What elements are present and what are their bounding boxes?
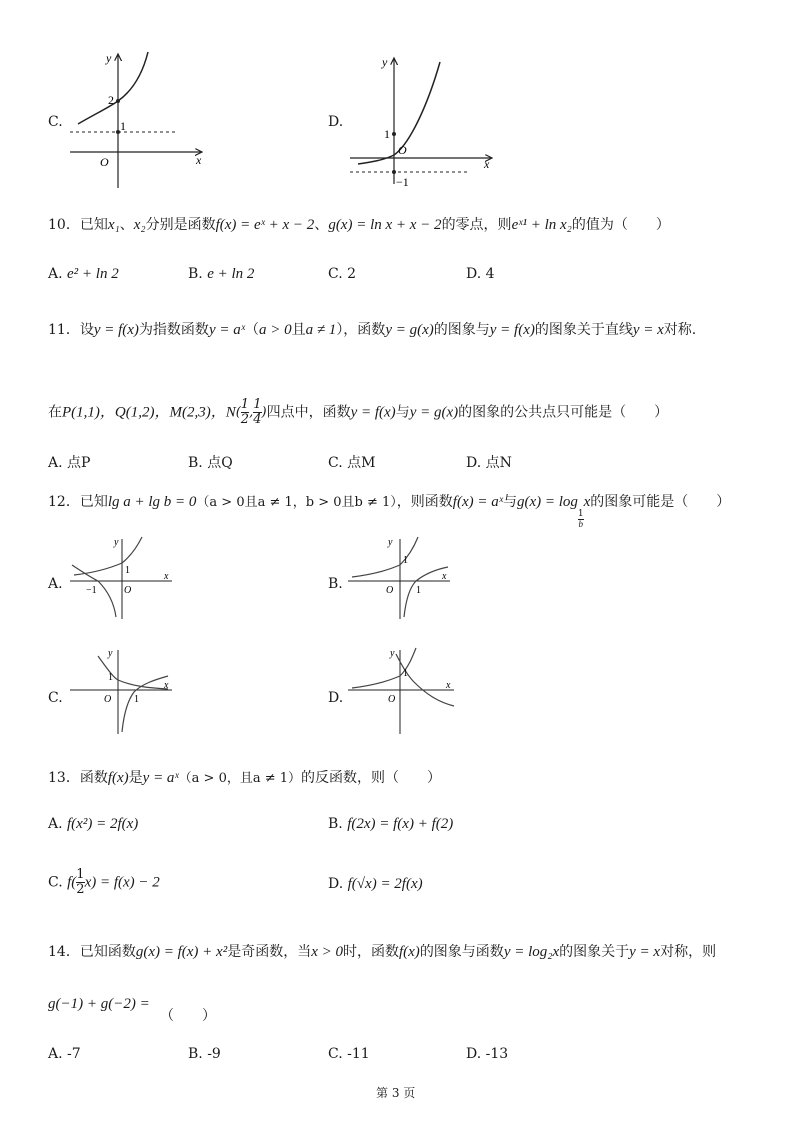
svg-text:x: x (446, 680, 451, 691)
svg-text:−1: −1 (86, 585, 97, 596)
svg-text:O: O (124, 585, 132, 596)
q10-text: 分别是函数 (145, 217, 216, 233)
q11-seg: 且 (291, 322, 306, 338)
q10-g: g(x) = ln x + x − 2 (328, 217, 442, 233)
page-number: 第 3 页 (376, 1086, 416, 1100)
question-14: 14．已知函数g(x) = f(x) + x²是奇函数，当x > 0时，函数f(x)的图象与函数y = log₂x的图象关于y = x对称，则 (48, 944, 717, 960)
q14-option-a: A. -7 (48, 1046, 81, 1062)
q11-seg: a ≠ 1 (305, 322, 337, 338)
q11-seg: y = aˣ (208, 322, 245, 338)
q11-points: P(1,1)，Q(1,2)，M(2,3)，N (62, 404, 236, 421)
q12-option-b-label: B. (328, 576, 343, 592)
svg-text:y: y (388, 537, 393, 548)
q9-option-d-graph (350, 54, 500, 194)
y-axis-label: y (382, 55, 388, 69)
q11-seg: y = f(x) (93, 322, 139, 338)
svg-text:x: x (442, 571, 447, 582)
q13-option-d: D. f(√x) = 2f(x) (328, 876, 423, 892)
q10-sep2: 、 (314, 217, 329, 233)
q13-option-b: B. f(2x) = f(x) + f(2) (328, 816, 454, 832)
q10-f: f(x) = eˣ + x − 2 (215, 217, 315, 233)
q11-seg: 的图象与 (433, 322, 490, 338)
q12-option-d-label: D. (328, 690, 344, 706)
tick-one: 1 (120, 119, 126, 133)
point-one (392, 132, 396, 136)
intercept-point (116, 99, 120, 103)
q11-option-d: D. 点N (466, 455, 512, 471)
q12-option-a-graph (68, 535, 178, 621)
svg-text:O: O (104, 694, 112, 705)
q11-option-b: B. 点Q (188, 455, 233, 471)
q13-option-c: C. f( $\frac{1}{2}$ x) = f(x) − 2 (48, 867, 160, 897)
svg-text:1: 1 (416, 585, 421, 596)
q14-option-d: D. -13 (466, 1046, 509, 1062)
svg-text:O: O (388, 694, 396, 705)
q14-option-c: C. -11 (328, 1046, 370, 1062)
q10-option-b: B. e + ln 2 (188, 266, 255, 282)
q11-seg: 为指数函数 (138, 322, 209, 338)
x-axis-label: x (484, 157, 490, 171)
q10-option-d: D. 4 (466, 266, 495, 282)
question-11-line2: 在P(1,1)，Q(1,2)，M(2,3)，N( $\frac{1}{2}$ , $\frac{1}{4}$ )四点中，函数y = f(x)与y = g(x)的图象的公共点只可能是（ ） (48, 397, 669, 427)
svg-text:1: 1 (108, 672, 113, 683)
q11-seg: ），函数 (336, 322, 386, 338)
q14-option-b: B. -9 (188, 1046, 221, 1062)
q11-seg: y = g(x) (385, 322, 434, 338)
svg-text:1: 1 (134, 694, 139, 705)
q10-option-c: C. 2 (328, 266, 357, 282)
y-axis-label: y (106, 51, 112, 65)
svg-text:O: O (386, 585, 394, 596)
q11-seg: （ (244, 322, 259, 338)
svg-text:y: y (114, 537, 119, 548)
q12-option-d-graph (346, 646, 461, 736)
question-11-line1 (48, 320, 696, 340)
q10-tail: 的值为（ ） (571, 217, 670, 233)
tick-minus-one: −1 (396, 175, 409, 189)
q12-option-c-label: C. (48, 690, 63, 706)
q11-seg: 11．设 (48, 322, 94, 338)
question-14-line2: g(−1) + g(−2) = (48, 996, 150, 1012)
q11-seg: y = x (632, 322, 664, 338)
q10-x2: x₂ (133, 217, 146, 233)
q11-seg: a > 0 (258, 322, 292, 338)
q9-option-c-graph (70, 46, 210, 191)
q10-option-a: A. e² + ln 2 (48, 266, 119, 282)
q12-option-c-graph (68, 646, 178, 736)
tick-one: 1 (384, 127, 390, 141)
q11-seg: 对称. (663, 322, 697, 338)
svg-text:x: x (164, 571, 169, 582)
q11-option-a: A. 点P (48, 455, 91, 471)
svg-text:1: 1 (125, 565, 130, 576)
question-14-blank: （ ） (160, 1008, 216, 1024)
question-10 (48, 215, 670, 235)
q10-text2: 的零点，则 (441, 217, 512, 233)
question-12: 12．已知lg a + lg b = 0（a > 0且a ≠ 1，b > 0且b ≠ 1），则函数f(x) = aˣ与g(x) = log $\frac{1}{b}$ x的图象可能是（ ） (48, 494, 731, 529)
origin-label: O (398, 143, 407, 157)
q11-seg: y = f(x) (489, 322, 535, 338)
svg-text:1: 1 (403, 555, 408, 566)
q9-option-d-label: D. (328, 114, 344, 130)
q10-expr: eˣ¹ + ln x₂ (511, 217, 572, 233)
tick-two: 2 (108, 93, 114, 107)
x-axis-label: x (196, 153, 202, 167)
q10-number: 10．已知 (48, 217, 108, 233)
svg-text:y: y (390, 648, 395, 659)
point-minus-one (392, 170, 396, 174)
q12-option-a-label: A. (48, 576, 63, 592)
q11-option-c: C. 点M (328, 455, 376, 471)
q10-sep: 、 (119, 217, 134, 233)
svg-text:x: x (164, 680, 169, 691)
q12-log-base: $\frac{1}{b}$ (577, 509, 584, 529)
origin-label: O (100, 155, 109, 169)
question-13: 13．函数f(x)是y = aˣ（a > 0，且a ≠ 1）的反函数，则（ ） (48, 770, 442, 786)
q10-x1: x₁ (107, 217, 120, 233)
q11-seg: 的图象关于直线 (534, 322, 633, 338)
svg-text:y: y (108, 648, 113, 659)
svg-text:1: 1 (403, 668, 408, 679)
exp-curve (78, 52, 148, 124)
q9-option-c-label: C. (48, 114, 63, 130)
q12-option-b-graph (346, 535, 456, 621)
q11-n-coords: ( $\frac{1}{2}$ , $\frac{1}{4}$ ) (235, 397, 267, 427)
q13-option-a: A. f(x²) = 2f(x) (48, 816, 139, 832)
